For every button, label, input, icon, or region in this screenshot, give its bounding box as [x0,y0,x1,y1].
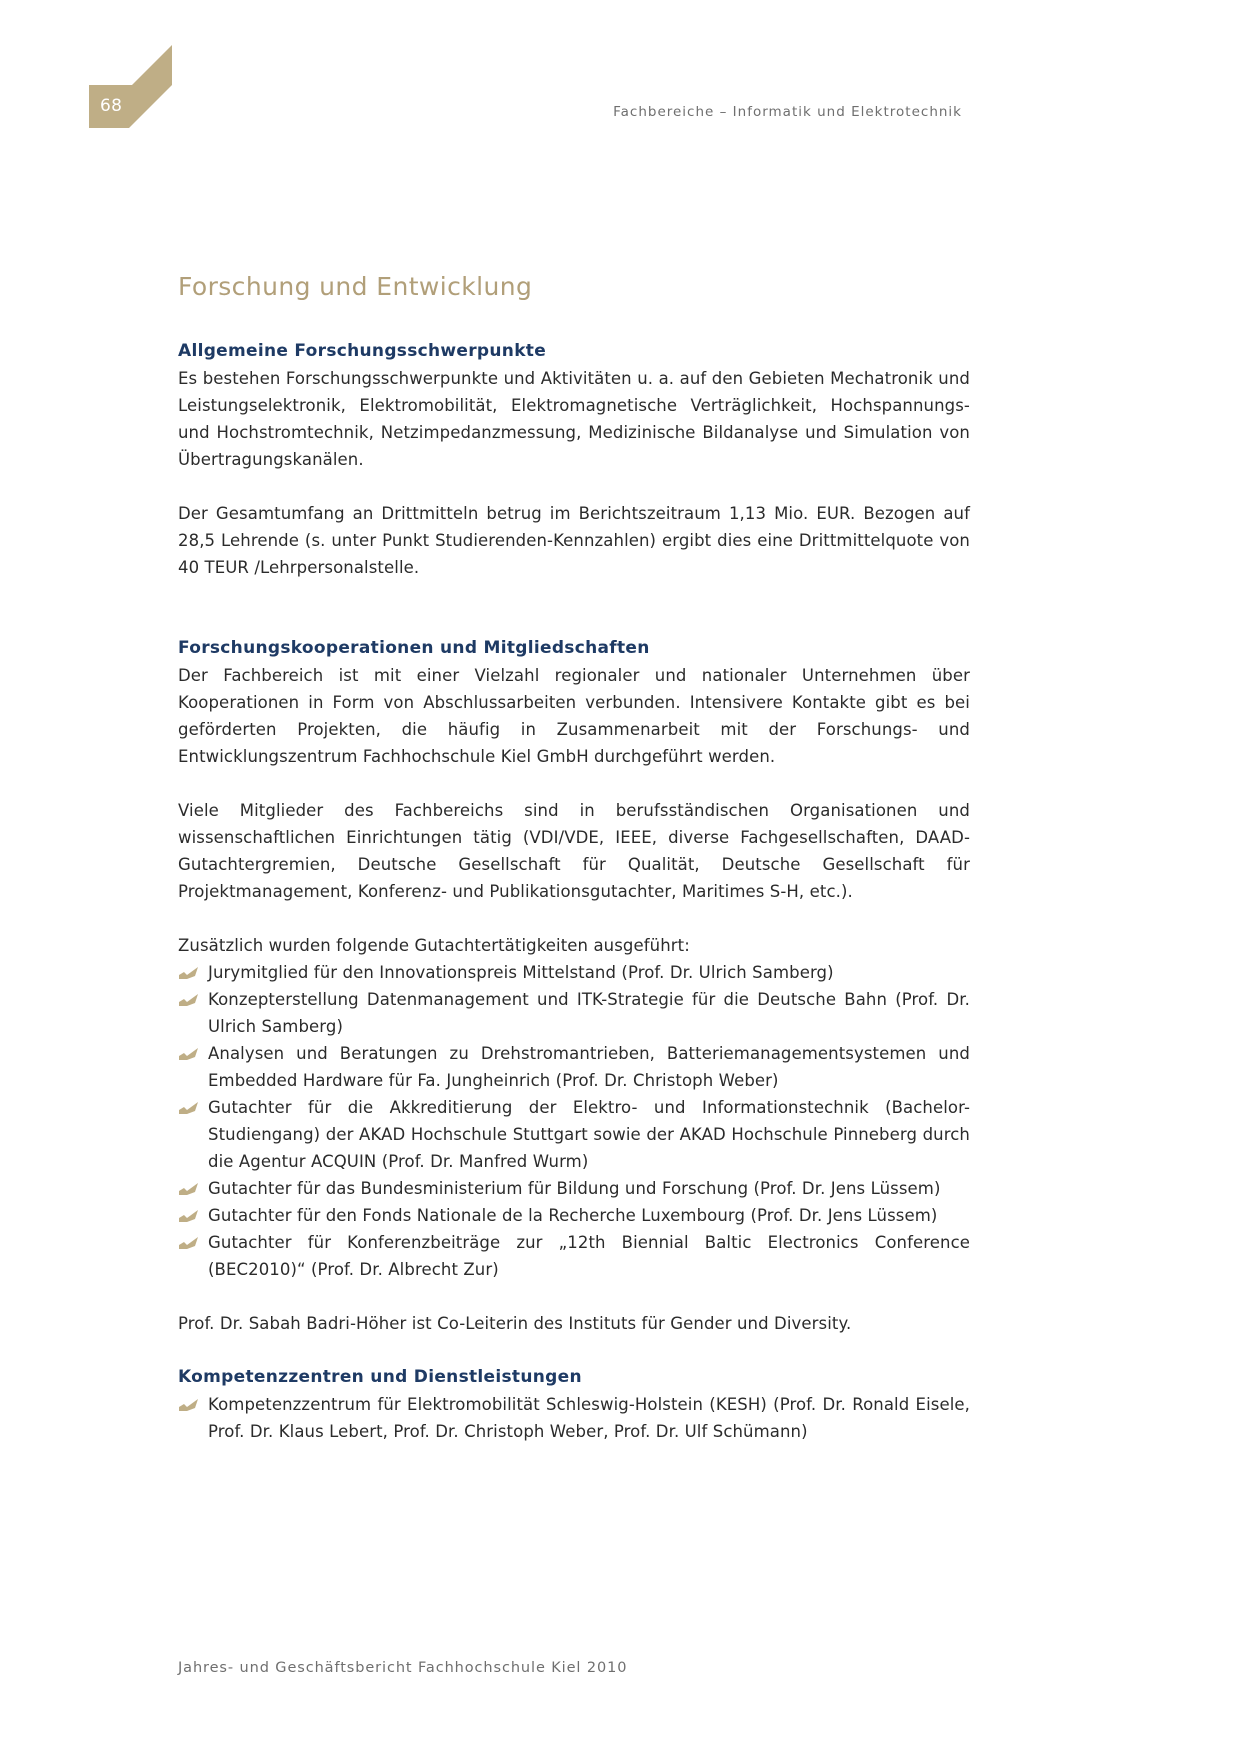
page-footer: Jahres- und Geschäftsbericht Fachhochschule Kiel 2010 [178,1660,628,1676]
page-number: 68 [100,96,123,116]
list-item: Kompetenzzentrum für Elektromobilität Schleswig-Holstein (KESH) (Prof. Dr. Ronald Eisele, Prof. Dr. Klaus Lebert, Prof. Dr. Christoph Weber, Prof. Dr. Ulf Schümann) [178,1391,970,1445]
section-title: Forschung und Entwicklung [178,272,533,301]
check-arrow-icon [178,993,199,1007]
check-arrow-icon [178,1101,199,1115]
reviewer-list-intro: Zusätzlich wurden folgende Gutachtertätigkeiten ausgeführt: [178,936,690,955]
competence-list [178,1391,970,1445]
reviewer-activities-list [178,959,970,1283]
cooperations-heading: Forschungskooperationen und Mitgliedschaften [178,638,650,658]
list-item: Gutachter für die Akkreditierung der Elektro- und Informationstechnik (Bachelor-Studiengang) der AKAD Hochschule Stuttgart sowie der AKAD Hochschule Pinneberg durch die Agentur ACQUIN (Prof. Dr. Manfred Wurm) [178,1094,970,1175]
cooperations-paragraph: Der Fachbereich ist mit einer Vielzahl regionaler und nationaler Unternehmen über Kooperationen in Form von Abschlussarbeiten verbunden. Intensivere Kontakte gibt es bei geförderten Projekten, die häufig in Zusammenarbeit mit der Forschungs- und Entwicklungszentrum Fachhochschule Kiel GmbH durchgeführt werden. [178,666,970,766]
list-item: Gutachter für das Bundesministerium für Bildung und Forschung (Prof. Dr. Jens Lüssem) [178,1175,970,1202]
check-arrow-icon [178,966,199,980]
main-content [178,270,970,1445]
list-item: Konzepterstellung Datenmanagement und ITK-Strategie für die Deutsche Bahn (Prof. Dr. Ulrich Samberg) [178,986,970,1040]
research-focus-heading: Allgemeine Forschungsschwerpunkte [178,341,547,361]
check-arrow-icon [178,1182,199,1196]
list-item: Jurymitglied für den Innovationspreis Mittelstand (Prof. Dr. Ulrich Samberg) [178,959,970,986]
running-header: Fachbereiche – Informatik und Elektrotechnik [613,104,962,120]
check-arrow-icon [178,1236,199,1250]
list-item: Analysen und Beratungen zu Drehstromantrieben, Batteriemanagementsystemen und Embedded Hardware für Fa. Jungheinrich (Prof. Dr. Christoph Weber) [178,1040,970,1094]
third-party-funding-paragraph: Der Gesamtumfang an Drittmitteln betrug im Berichtszeitraum 1,13 Mio. EUR. Bezogen auf 28,5 Lehrende (s. unter Punkt Studierenden-Kennzahlen) ergibt dies eine Drittmittelquote von 40 TEUR /Lehrpersonalstelle. [178,504,970,577]
memberships-paragraph: Viele Mitglieder des Fachbereichs sind in berufsständischen Organisationen und wissenschaftlichen Einrichtungen tätig (VDI/VDE, IEEE, diverse Fachgesellschaften, DAAD-Gutachtergremien, Deutsche Gesellschaft für Qualität, Deutsche Gesellschaft für Projektmanagement, Konferenz- und Publikationsgutachter, Maritimes S-H, etc.). [178,801,970,901]
competence-heading: Kompetenzzentren und Dienstleistungen [178,1367,582,1387]
check-arrow-icon [178,1047,199,1061]
check-arrow-icon [178,1398,199,1412]
research-focus-paragraph: Es bestehen Forschungsschwerpunkte und Aktivitäten u. a. auf den Gebieten Mechatronik und Leistungselektronik, Elektromobilität, Elektromagnetische Verträglichkeit, Hochspannungs- und Hochstromtechnik, Netzimpedanzmessung, Medizinische Bildanalyse und Simulation von Übertragungskanälen. [178,369,970,469]
institute-note: Prof. Dr. Sabah Badri-Höher ist Co-Leiterin des Instituts für Gender und Diversity. [178,1314,852,1333]
check-arrow-icon [178,1209,199,1223]
list-item: Gutachter für den Fonds Nationale de la Recherche Luxembourg (Prof. Dr. Jens Lüssem) [178,1202,970,1229]
list-item: Gutachter für Konferenzbeiträge zur „12th Biennial Baltic Electronics Conference (BEC2010)“ (Prof. Dr. Albrecht Zur) [178,1229,970,1283]
